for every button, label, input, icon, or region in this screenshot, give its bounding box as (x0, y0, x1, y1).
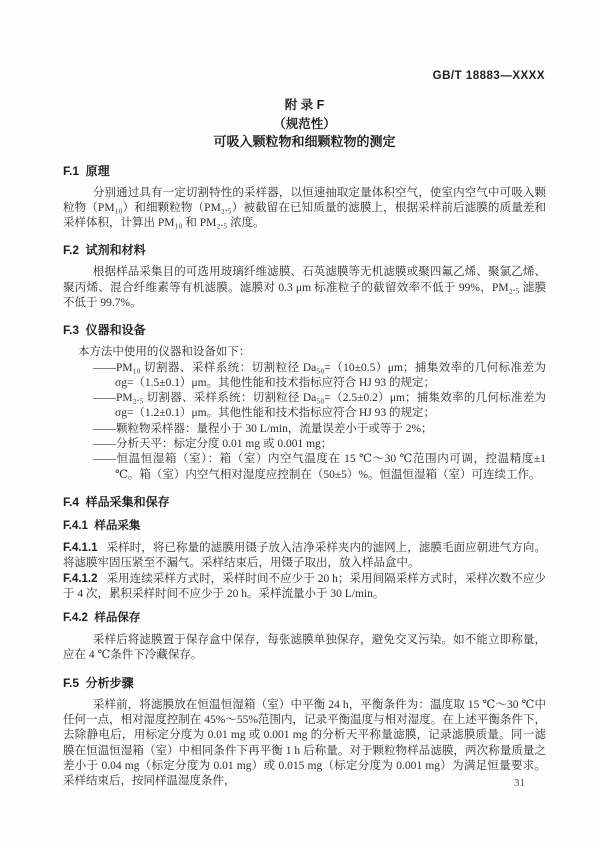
paragraph-f1: 分别通过具有一定切割特性的采样器，以恒速抽取定量体积空气，使室内空气中可吸入颗粒物（PM₁₀）和细颗粒物（PM₂.₅）被截留在已知质量的滤膜上，根据采样前后滤膜的质量差和采样体积，计算出 PM₁₀ 和 PM₂.₅ 浓度。 (63, 186, 546, 230)
clause-f411 (63, 541, 546, 572)
section-heading-f3: F.3 仪器和设备 (63, 323, 146, 338)
paragraph-f3-intro: 本方法中使用的仪器和设备如下： (77, 346, 251, 359)
section-heading-f2: F.2 试剂和材料 (63, 243, 146, 258)
clause-f411-label: F.4.1.1 (63, 541, 98, 554)
appendix-subject: 可吸入颗粒物和细颗粒物的测定 (213, 134, 396, 149)
clause-f411-text: 采样时，将已称量的滤膜用镊子放入洁净采样夹内的滤网上，滤膜毛面应朝进气方向。将滤膜牢固压紧至不漏气。采样结束后，用镊子取出，放入样品盒中。 (63, 541, 546, 570)
clause-f412 (63, 572, 546, 603)
appendix-normative-label: （规范性） (273, 116, 336, 131)
appendix-label: 附 录 F (284, 98, 325, 112)
section-heading-f1: F.1 原理 (63, 163, 110, 178)
page-content (63, 93, 546, 790)
list-item-analytical-balance: ——分析天平：标定分度 0.01 mg 或 0.001 mg； (93, 438, 333, 451)
section-heading-f4: F.4 样品采集和保存 (63, 494, 170, 509)
section-heading-f41: F.4.1 样品采集 (63, 519, 141, 532)
list-item-pm25-cutter: ——PM₂.₅ 切割器、采样系统：切割粒径 Da₅₀=（2.5±0.2）μm；捕集效率的几何标准差为 σg=（1.2±0.1）μm。其他性能和技术指标应符合 HJ 93 的规定； (93, 392, 546, 420)
appendix-title-block (63, 96, 546, 152)
clause-f412-text: 采用连续采样方式时，采样时间不应少于 20 h；采用间隔采样方式时，采样次数不应少于 4 次，累积采样时间不应少于 20 h。采样流量小于 30 L/min。 (63, 572, 546, 600)
list-item-climate-chamber: ——恒温恒湿箱（室）：箱（室）内空气温度在 15 ℃～30 ℃范围内可调，控温精度±1 ℃。箱（室）内空气相对湿度应控制在（50±5）%。恒温恒湿箱（室）可连续工作。 (93, 453, 546, 481)
list-item-pm10-cutter: ——PM₁₀ 切割器、采样系统：切割粒径 Da₅₀=（10±0.5）μm；捕集效率的几何标准差为 σg=（1.5±0.1）μm。其他性能和技术指标应符合 HJ 93 的规定； (93, 361, 546, 389)
paragraph-f42: 采样后将滤膜置于保存盒中保存，每张滤膜单独保存，避免交叉污染。如不能立即称量，应在 4 ℃条件下冷藏保存。 (63, 634, 546, 662)
section-heading-f5: F.5 分析步骤 (63, 675, 134, 690)
clause-f412-label: F.4.1.2 (63, 572, 98, 585)
paragraph-f2: 根据样品采集目的可选用玻璃纤维滤膜、石英滤膜等无机滤膜或聚四氟乙烯、聚氯乙烯、聚丙烯、混合纤维素等有机滤膜。滤膜对 0.3 μm 标准粒子的截留效率不低于 99%，PM₂.₅ 滤膜不低于 99.7%。 (63, 266, 546, 309)
doc-code: GB/T 18883—XXXX (432, 70, 545, 82)
section-heading-f42: F.4.2 样品保存 (63, 612, 141, 625)
list-item-particle-sampler: ——颗粒物采样器：量程小于 30 L/min，流量误差小于或等于 2%； (93, 422, 433, 435)
paragraph-f5: 采样前，将滤膜放在恒温恒湿箱（室）中平衡 24 h，平衡条件为：温度取 15 ℃～30 ℃中任何一点，相对湿度控制在 45%～55%范围内，记录平衡温度与相对湿度。在上述平衡条件下，去除静电后，用标定分度为 0.01 mg 或 0.001 mg 的分析天平称量滤膜，记录滤膜质量。同一滤膜在恒温恒湿箱（室）中相同条件下再平衡 1 h 后称量。对于颗粒物样品滤膜，两次称量质量之差小于 0.04 mg（标定分度为 0.01 mg）或 0.015 mg（标定分度为 0.001 mg）为满足恒量要求。采样结束后，按同样温湿度条件， (63, 698, 546, 788)
page-number: 31 (514, 777, 525, 789)
